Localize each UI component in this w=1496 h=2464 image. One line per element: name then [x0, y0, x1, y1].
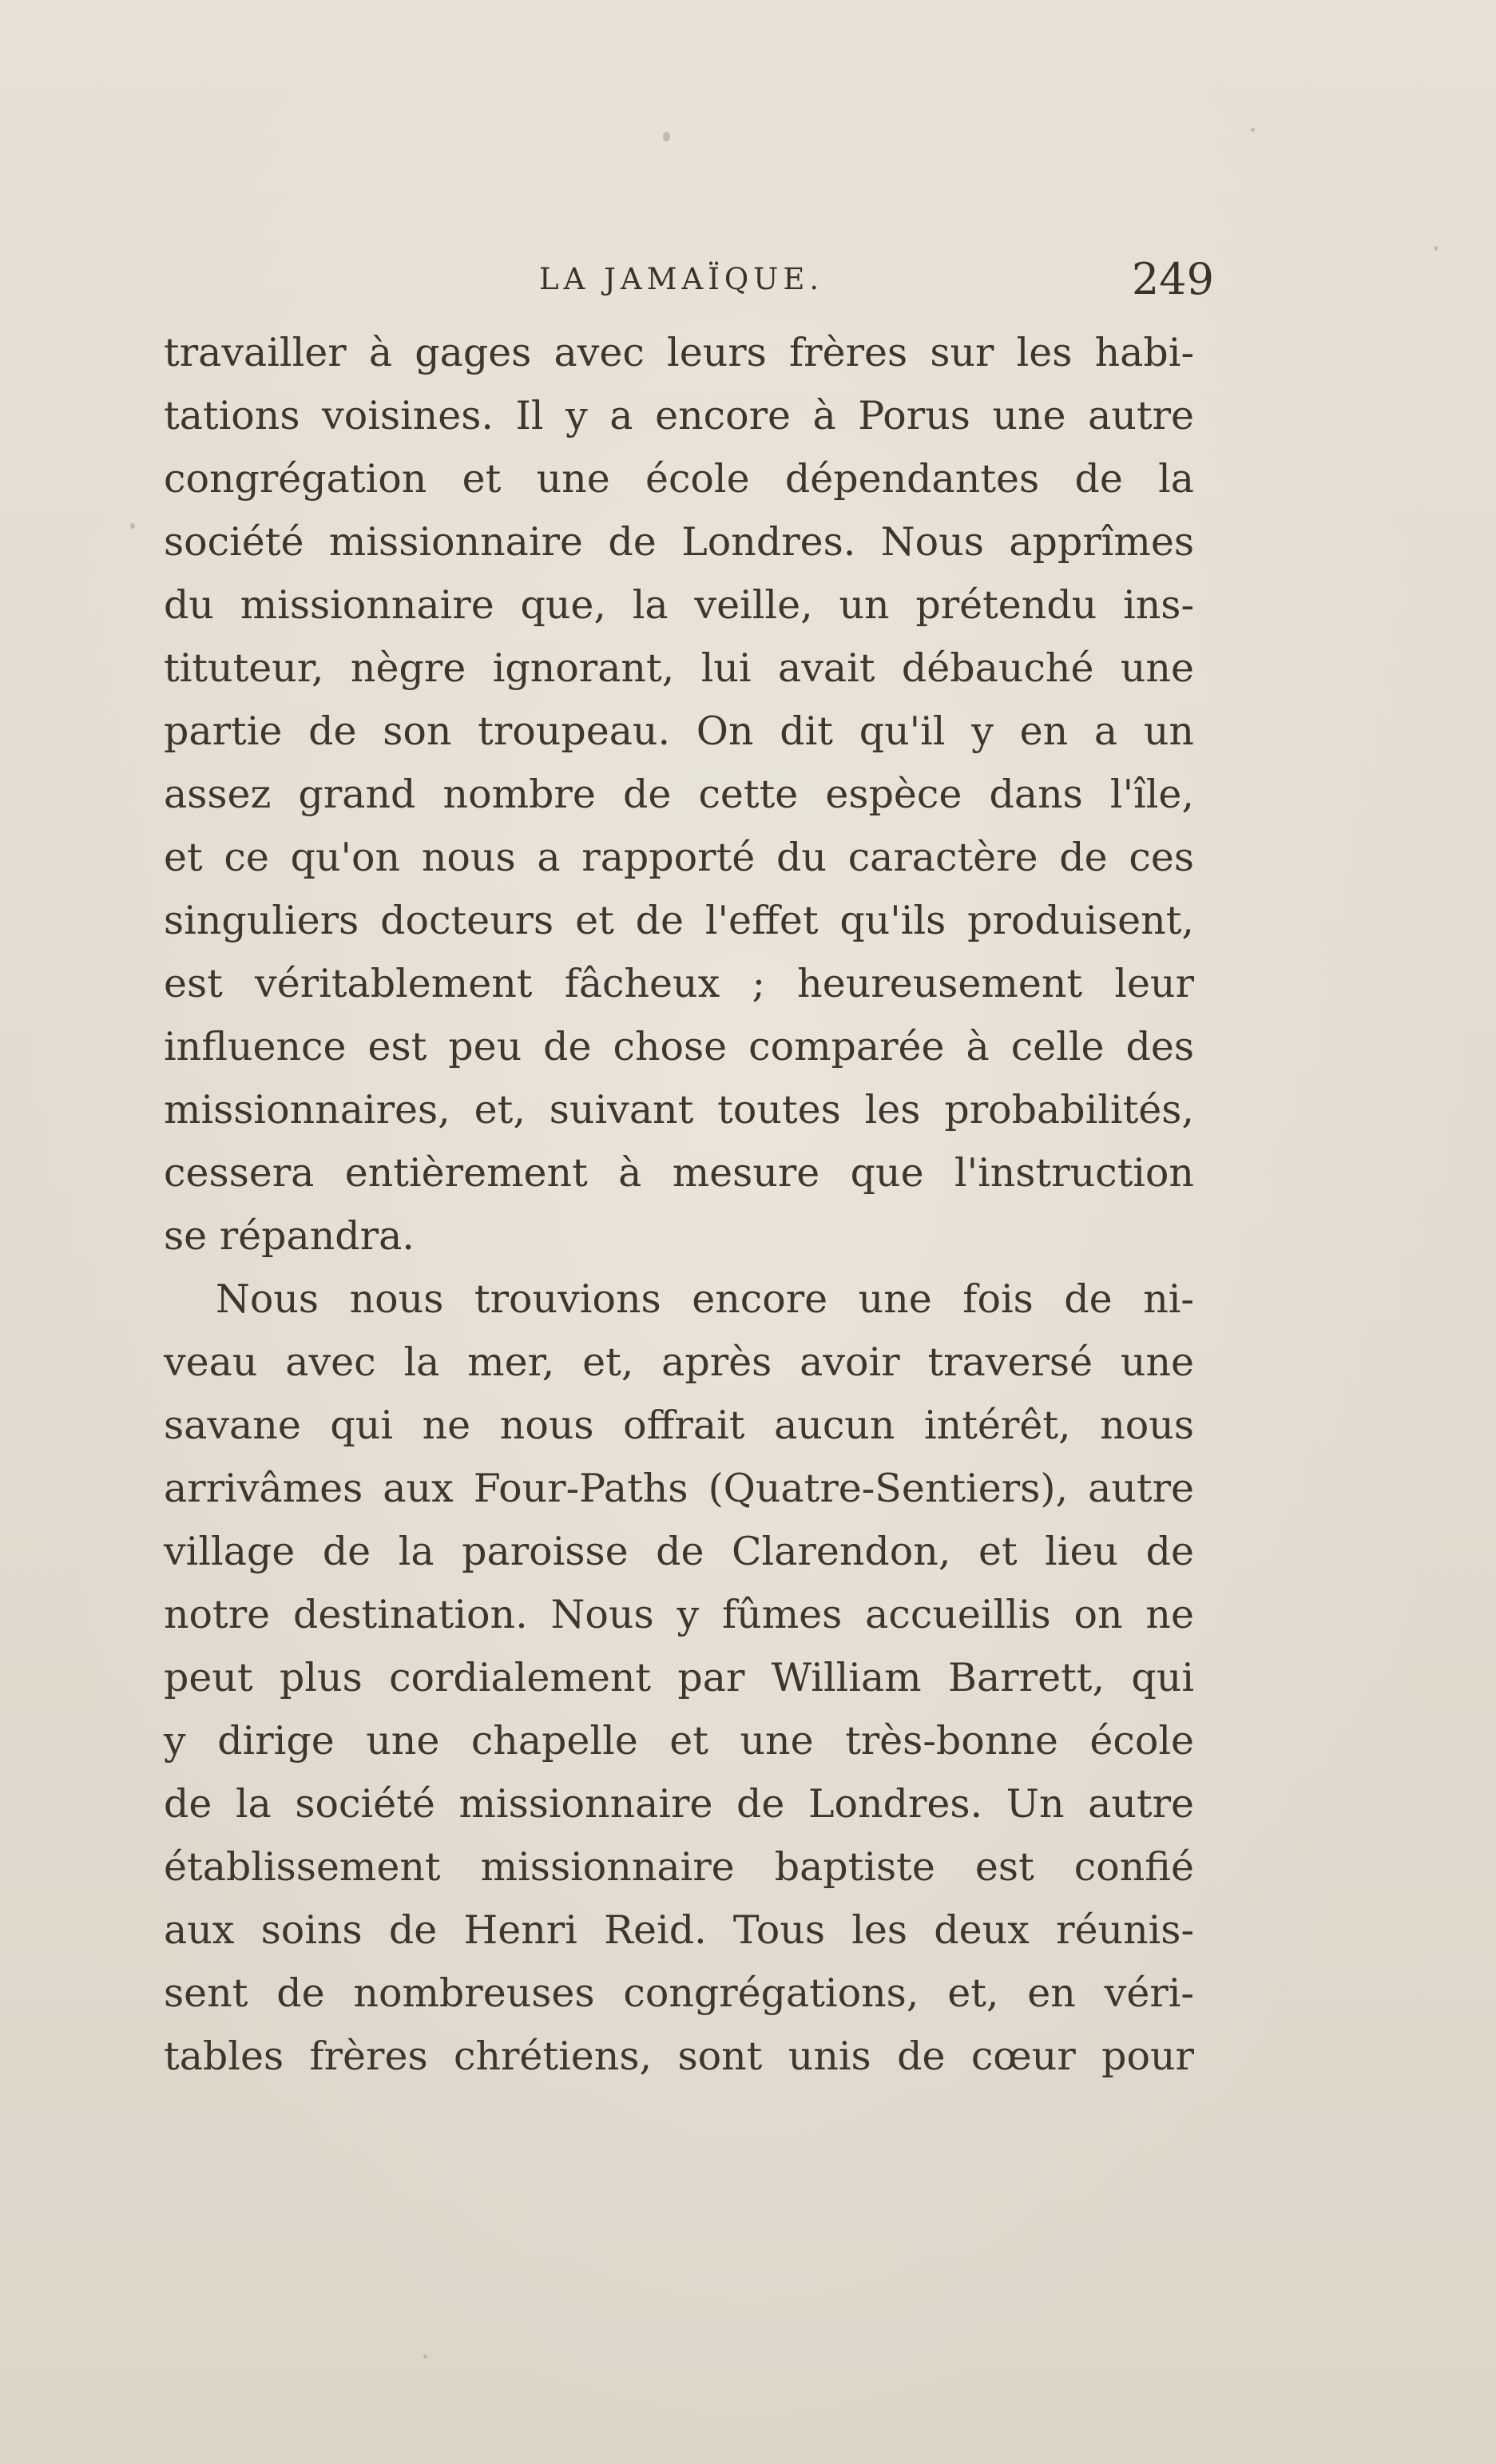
paper-speck: [1434, 246, 1438, 251]
page-number: 249: [1131, 254, 1214, 304]
text-line: aux soins de Henri Reid. Tous les deux réunis-: [164, 1907, 1194, 1953]
text-line: se répandra.: [164, 1213, 415, 1259]
text-line: arrivâmes aux Four-Paths (Quatre-Sentiers), autre: [164, 1466, 1194, 1511]
text-line: assez grand nombre de cette espèce dans l'île,: [164, 772, 1194, 817]
text-line: partie de son troupeau. On dit qu'il y en a un: [164, 708, 1194, 754]
body-text: [164, 321, 1194, 2088]
text-line: congrégation et une école dépendantes de la: [164, 456, 1194, 502]
paragraph: [164, 1268, 1194, 2088]
text-line: singuliers docteurs et de l'effet qu'ils produisent,: [164, 898, 1194, 943]
text-line: influence est peu de chose comparée à celle des: [164, 1024, 1194, 1069]
text-line: de la société missionnaire de Londres. Un autre: [164, 1781, 1194, 1827]
paper-speck: [423, 2355, 427, 2359]
text-line: tations voisines. Il y a encore à Porus une autre: [164, 393, 1194, 438]
text-line: et ce qu'on nous a rapporté du caractère de ces: [164, 835, 1194, 880]
paper-speck: [663, 132, 670, 141]
text-line: travailler à gages avec leurs frères sur les habi-: [164, 330, 1194, 375]
text-line: est véritablement fâcheux ; heureusement leur: [164, 961, 1194, 1006]
text-line: du missionnaire que, la veille, un prétendu ins-: [164, 582, 1194, 628]
running-title: LA JAMAÏQUE.: [539, 262, 824, 296]
text-line: peut plus cordialement par William Barrett, qui: [164, 1655, 1194, 1700]
text-line: savane qui ne nous offrait aucun intérêt, nous: [164, 1403, 1194, 1448]
text-line: tituteur, nègre ignorant, lui avait débauché une: [164, 645, 1194, 691]
text-line: établissement missionnaire baptiste est confié: [164, 1844, 1194, 1890]
text-line: Nous nous trouvions encore une fois de ni-: [216, 1276, 1194, 1322]
running-head: [164, 254, 1230, 302]
text-line: village de la paroisse de Clarendon, et lieu de: [164, 1529, 1194, 1574]
text-line: notre destination. Nous y fûmes accueillis on ne: [164, 1592, 1194, 1637]
paper-speck: [130, 523, 135, 529]
text-line: veau avec la mer, et, après avoir traversé une: [164, 1339, 1194, 1385]
paragraph: [164, 321, 1194, 1268]
text-line: y dirige une chapelle et une très-bonne école: [164, 1718, 1194, 1764]
text-line: sent de nombreuses congrégations, et, en véri-: [164, 1970, 1194, 2016]
text-line: cessera entièrement à mesure que l'instruction: [164, 1150, 1194, 1196]
text-line: missionnaires, et, suivant toutes les probabilités,: [164, 1087, 1194, 1133]
text-line: société missionnaire de Londres. Nous apprîmes: [164, 519, 1194, 565]
text-line: tables frères chrétiens, sont unis de cœur pour: [164, 2033, 1194, 2079]
paper-speck: [1251, 128, 1255, 132]
